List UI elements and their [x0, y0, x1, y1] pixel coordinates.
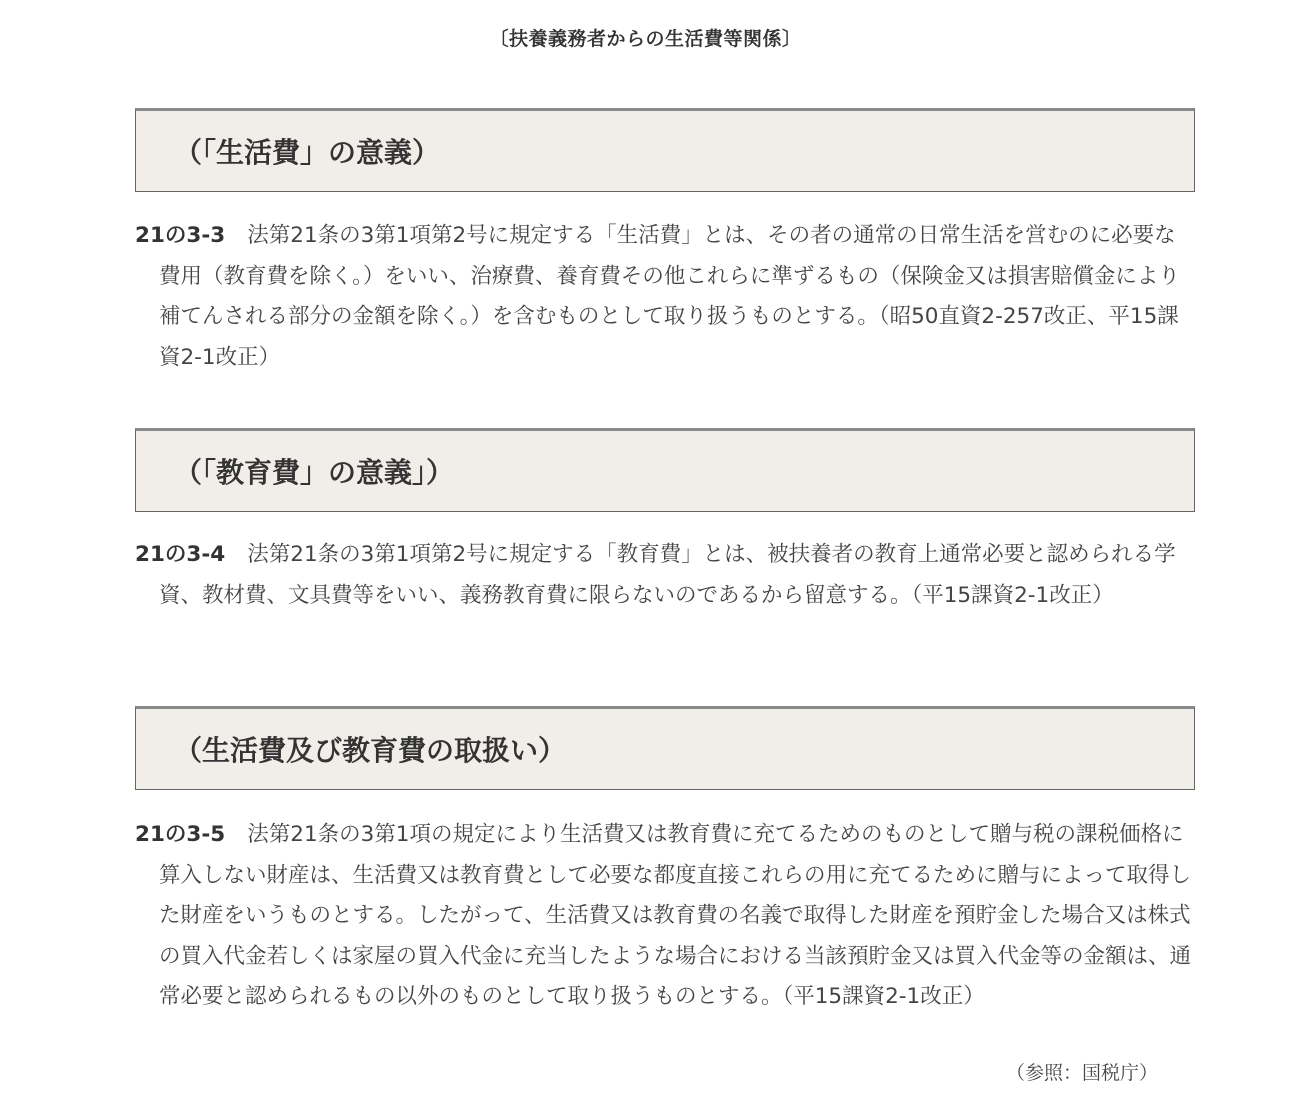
page-title: 〔扶養義務者からの生活費等関係〕	[489, 28, 802, 50]
article-number: 21の3-5	[135, 822, 226, 847]
source-note: （参照：国税庁）	[1005, 1062, 1158, 1084]
article-number: 21の3-3	[135, 223, 226, 248]
article-text: 法第21条の3第1項第2号に規定する「生活費」とは、その者の通常の日常生活を営むのに必要な費用（教育費を除く。）をいい、治療費、養育費その他これらに準ずるもの（保険金又は損害賠償金により補てんされる部分の金額を除く。）を含むものとして取り扱うものとする。（昭50直資2-257改正、平15課資2-1改正）	[159, 223, 1180, 370]
article-21-3-4	[135, 535, 1197, 616]
article-text: 法第21条の3第1項の規定により生活費又は教育費に充てるためのものとして贈与税の課税価格に算入しない財産は、生活費又は教育費として必要な都度直接これらの用に充てるために贈与によって取得した財産をいうものとする。したがって、生活費又は教育費の名義で取得した財産を預貯金した場合又は株式の買入代金若しくは家屋の買入代金に充当したような場合における当該預貯金又は買入代金等の金額は、通常必要と認められるもの以外のものとして取り扱うものとする。（平15課資2-1改正）	[159, 822, 1192, 1009]
section-heading-handling: （生活費及び教育費の取扱い）	[135, 706, 1195, 790]
article-number: 21の3-4	[135, 542, 226, 567]
section-heading-living-expenses: （「生活費」の意義）	[135, 108, 1195, 192]
article-text: 法第21条の3第1項第2号に規定する「教育費」とは、被扶養者の教育上通常必要と認められる学資、教材費、文具費等をいい、義務教育費に限らないのであるから留意する。（平15課資2-1改正）	[159, 542, 1176, 608]
article-21-3-5	[135, 815, 1197, 1018]
section-heading-education-expenses: （「教育費」の意義」）	[135, 428, 1195, 512]
article-21-3-3	[135, 216, 1197, 378]
